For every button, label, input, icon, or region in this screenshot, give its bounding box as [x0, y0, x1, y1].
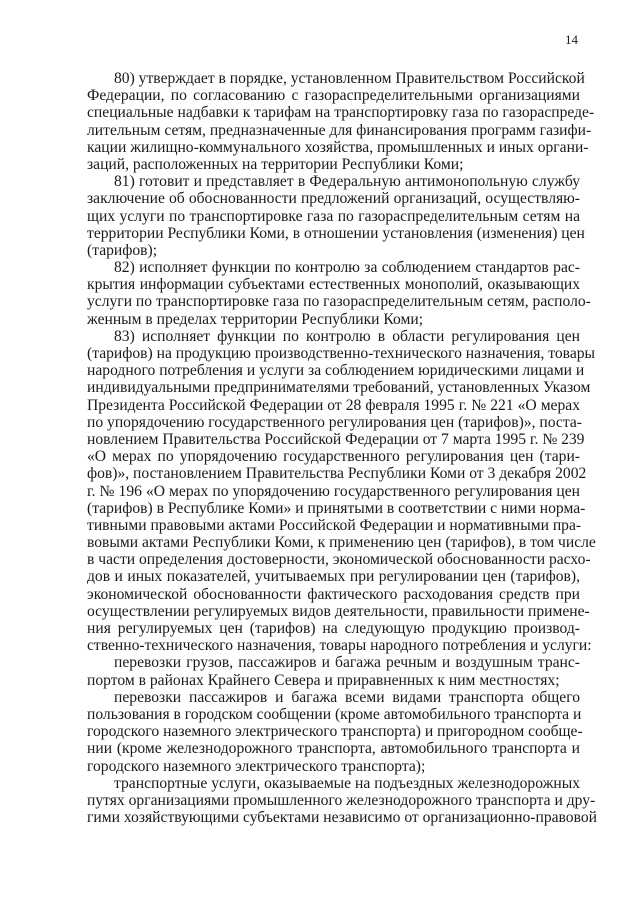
text-line: ственно-технического назначения, товары народного потребления и услуги:: [87, 637, 592, 655]
paragraph: [87, 654, 580, 688]
paragraph: [87, 774, 597, 827]
text-line: дов и иных показателей, учитываемых при регулировании цен (тарифов),: [87, 568, 580, 586]
text-line: (тарифов) на продукцию производственно-технического назначения, товары: [87, 345, 596, 362]
text-line: г. № 196 «О мерах по упорядочению государственного регулирования цен: [87, 482, 580, 500]
document-body: [87, 70, 597, 827]
text-line: портом в районах Крайнего Севера и приравненных к ним местностях;: [87, 671, 560, 689]
text-line: перевозки пассажиров и багажа всеми видами транспорта общего: [114, 688, 580, 706]
text-line: Президента Российской Федерации от 28 февраля 1995 г. № 221 «О мерах: [87, 396, 580, 414]
paragraph: [87, 173, 585, 259]
text-line: осуществлении регулируемых видов деятельности, правильности примене-: [87, 602, 590, 620]
page-number: 14: [565, 32, 578, 47]
text-line: по упорядочению государственного регулирования цен (тарифов)», поста-: [87, 413, 582, 431]
text-line: тивными правовыми актами Российской Федерации и нормативными пра-: [87, 516, 582, 534]
paragraph: [87, 327, 596, 655]
text-line: гими хозяйствующими субъектами независимо от организационно-правовой: [87, 809, 597, 827]
text-line: индивидуальными предпринимателями требований, установленных Указом: [87, 379, 591, 397]
text-line: перевозки грузов, пассажиров и багажа речным и воздушным транс-: [114, 654, 580, 672]
text-line: 80) утверждает в порядке, установленном Правительством Российской: [114, 70, 585, 87]
text-line: (тарифов) в Республике Коми» и принятыми в соответствии с ними норма-: [87, 499, 586, 517]
text-line: 83) исполняет функции по контролю в области регулирования цен: [114, 327, 580, 345]
text-line: транспортные услуги, оказываемые на подъездных железнодорожных: [114, 774, 580, 792]
text-line: городского наземного электрического транспорта) и пригородном сообще-: [87, 723, 583, 741]
text-line: Федерации, по согласованию с газораспределительными организациями: [87, 87, 580, 105]
text-line: крытия информации субъектами естественных монополий, оказывающих: [87, 276, 580, 294]
text-line: заключение об обоснованности предложений организаций, осуществляю-: [87, 190, 580, 208]
text-line: нии (кроме железнодорожного транспорта, автомобильного транспорта и: [87, 740, 580, 758]
text-line: новлением Правительства Российской Федерации от 7 марта 1995 г. № 239: [87, 430, 585, 448]
text-line: (тарифов);: [87, 241, 158, 259]
text-line: вовыми актами Республики Коми, к применению цен (тарифов), в том числе: [87, 534, 596, 552]
paragraph: [87, 259, 591, 328]
text-line: 82) исполняет функции по контролю за соблюдением стандартов рас-: [114, 259, 580, 277]
text-line: специальные надбавки к тарифам на транспортировку газа по газораспреде-: [87, 104, 595, 122]
text-line: ния регулируемых цен (тарифов) на следующую продукцию производ-: [87, 620, 580, 637]
text-line: экономической обоснованности фактического расходования средств при: [87, 585, 580, 603]
paragraph: [87, 688, 583, 775]
text-line: лительным сетям, предназначенные для финансирования программ газифи-: [87, 121, 592, 139]
text-line: 81) готовит и представляет в Федеральную антимонопольную службу: [114, 173, 580, 191]
text-line: в части определения достоверности, экономической обоснованности расхо-: [87, 551, 591, 569]
text-line: территории Республики Коми, в отношении установления (изменения) цен: [87, 224, 585, 242]
text-line: кации жилищно-коммунального хозяйства, промышленных и иных органи-: [87, 138, 589, 156]
text-line: городского наземного электрического транспорта);: [87, 757, 426, 775]
text-line: пользования в городском сообщении (кроме автомобильного транспорта и: [87, 705, 582, 723]
text-line: «О мерах по упорядочению государственного регулирования цен (тари-: [87, 448, 580, 466]
text-line: путях организациями промышленного железнодорожного транспорта и дру-: [87, 791, 596, 809]
text-line: щих услуги по транспортировке газа по газораспределительным сетям на: [87, 207, 580, 225]
text-line: услуги по транспортировке газа по газораспределительным сетям, располо-: [87, 293, 591, 311]
text-line: женным в пределах территории Республики Коми;: [87, 310, 424, 328]
paragraph: [87, 70, 595, 173]
text-line: народного потребления и услуги за соблюдением юридическими лицами и: [87, 362, 585, 380]
text-line: фов)», постановлением Правительства Республики Коми от 3 декабря 2002: [87, 465, 587, 483]
text-line: заций, расположенных на территории Республики Коми;: [87, 155, 464, 173]
